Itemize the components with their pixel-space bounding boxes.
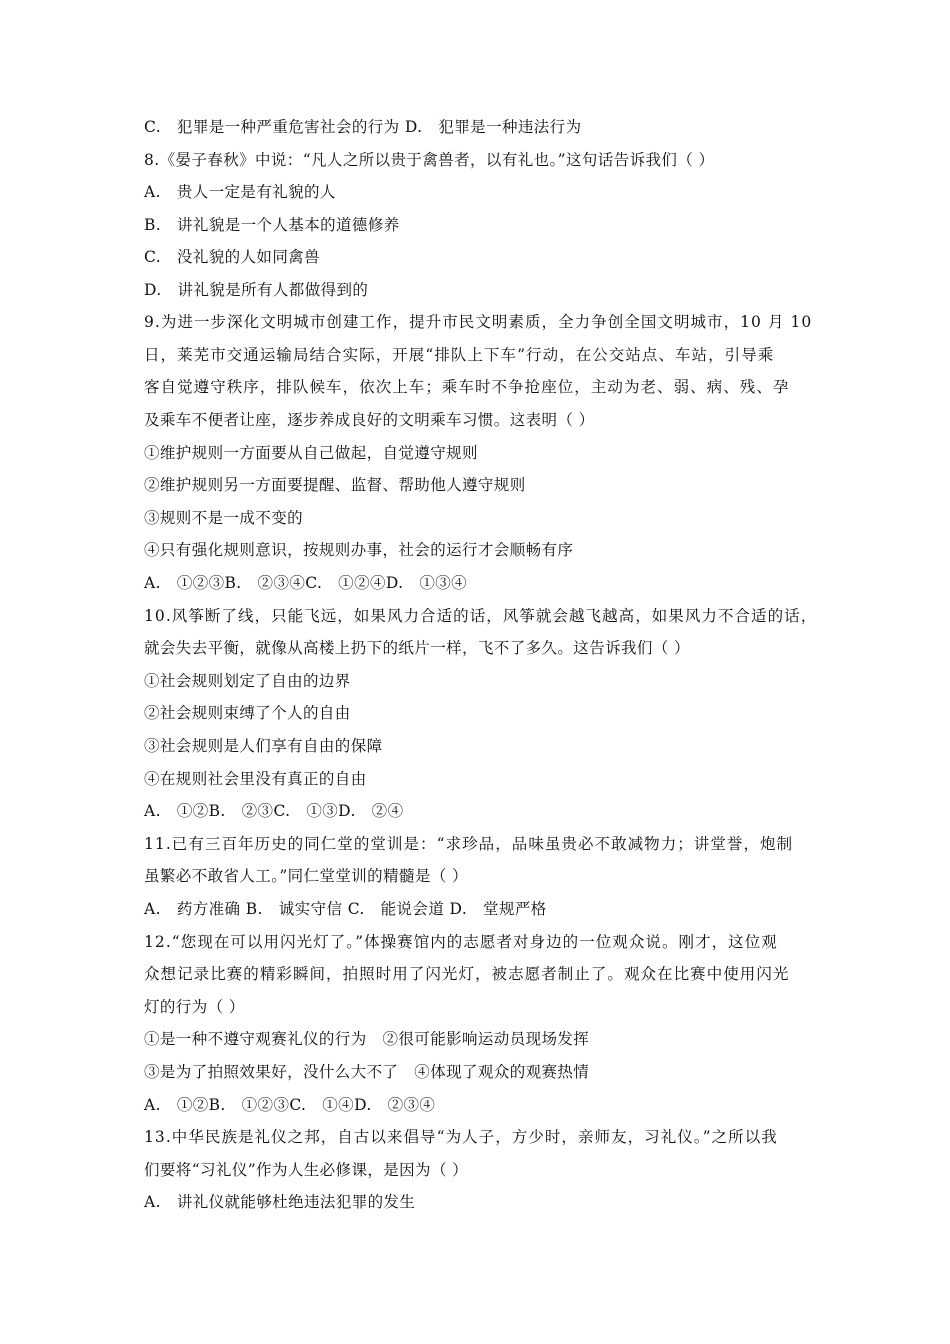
q9-stem-line-3: 客自觉遵守秩序，排队候车，依次上车；乘车时不争抢座位，主动为老、弱、病、残、孕 bbox=[144, 378, 790, 396]
q12-stem-line-2: 众想记录比赛的精彩瞬间，拍照时用了闪光灯，被志愿者制止了。观众在比赛中使用闪光 bbox=[144, 965, 790, 983]
q10-stem-line-2: 就会失去平衡，就像从高楼上扔下的纸片一样，飞不了多久。这告诉我们（ ） bbox=[144, 639, 690, 657]
q11-stem-line-2: 虽繁必不敢省人工。”同仁堂堂训的精髓是（ ） bbox=[144, 867, 468, 885]
q9-options: A. ①②③B. ②③④C. ①②④D. ①③④ bbox=[144, 574, 468, 592]
q12-stem-line-1: 12.“您现在可以用闪光灯了。”体操赛馆内的志愿者对身边的一位观众说。刚才，这位观 bbox=[144, 933, 778, 951]
q9-stem-line-1: 9.为进一步深化文明城市创建工作，提升市民文明素质，全力争创全国文明城市，10 月 10 bbox=[144, 313, 813, 331]
q8-option-d: D. 讲礼貌是所有人都做得到的 bbox=[144, 281, 369, 299]
q9-statement-2: ②维护规则另一方面要提醒、监督、帮助他人遵守规则 bbox=[144, 476, 526, 494]
q10-statement-1: ①社会规则划定了自由的边界 bbox=[144, 672, 351, 690]
q9-statement-3: ③规则不是一成不变的 bbox=[144, 509, 304, 527]
q10-stem-line-1: 10.风筝断了线，只能飞远，如果风力合适的话，风筝就会越飞越高，如果风力不合适的话， bbox=[144, 607, 818, 625]
q8-option-a: A. 贵人一定是有礼貌的人 bbox=[144, 183, 336, 201]
q11-stem-line-1: 11.已有三百年历史的同仁堂的堂训是：“求珍品，品味虽贵必不敢减物力；讲堂誉，炮制 bbox=[144, 835, 794, 853]
q10-options: A. ①②B. ②③C. ①③D. ②④ bbox=[144, 802, 404, 820]
q9-statement-1: ①维护规则一方面要从自己做起，自觉遵守规则 bbox=[144, 444, 478, 462]
q12-stem-line-3: 灯的行为（ ） bbox=[144, 998, 245, 1016]
q10-statement-3: ③社会规则是人们享有自由的保障 bbox=[144, 737, 383, 755]
q8-option-b: B. 讲礼貌是一个人基本的道德修养 bbox=[144, 216, 400, 234]
q8-stem: 8.《晏子春秋》中说：“凡人之所以贵于禽兽者，以有礼也。”这句话告诉我们（ ） bbox=[144, 151, 715, 169]
q9-statement-4: ④只有强化规则意识，按规则办事，社会的运行才会顺畅有序 bbox=[144, 541, 574, 559]
q11-options: A. 药方准确 B. 诚实守信 C. 能说会道 D. 堂规严格 bbox=[144, 900, 547, 918]
q9-stem-line-4: 及乘车不便者让座，逐步养成良好的文明乘车习惯。这表明（ ） bbox=[144, 411, 595, 429]
q12-options: A. ①②B. ①②③C. ①④D. ②③④ bbox=[144, 1096, 436, 1114]
q8-option-c: C. 没礼貌的人如同禽兽 bbox=[144, 248, 321, 266]
q13-option-a: A. 讲礼仪就能够杜绝违法犯罪的发生 bbox=[144, 1193, 416, 1211]
q13-stem-line-2: 们要将“习礼仪”作为人生必修课，是因为（ ） bbox=[144, 1161, 469, 1179]
q10-statement-4: ④在规则社会里没有真正的自由 bbox=[144, 770, 367, 788]
q13-stem-line-1: 13.中华民族是礼仪之邦，自古以来倡导“为人子，方少时，亲师友，习礼仪。”之所以我 bbox=[144, 1128, 778, 1146]
q10-statement-2: ②社会规则束缚了个人的自由 bbox=[144, 704, 351, 722]
q7-option-c-d: C. 犯罪是一种严重危害社会的行为 D. 犯罪是一种违法行为 bbox=[144, 118, 582, 136]
q9-stem-line-2: 日，莱芜市交通运输局结合实际，开展“排队上下车”行动，在公交站点、车站，引导乘 bbox=[144, 346, 775, 364]
q12-statements-1-2: ①是一种不遵守观赛礼仪的行为 ②很可能影响运动员现场发挥 bbox=[144, 1030, 590, 1048]
q12-statements-3-4: ③是为了拍照效果好，没什么大不了 ④体现了观众的观赛热情 bbox=[144, 1063, 590, 1081]
